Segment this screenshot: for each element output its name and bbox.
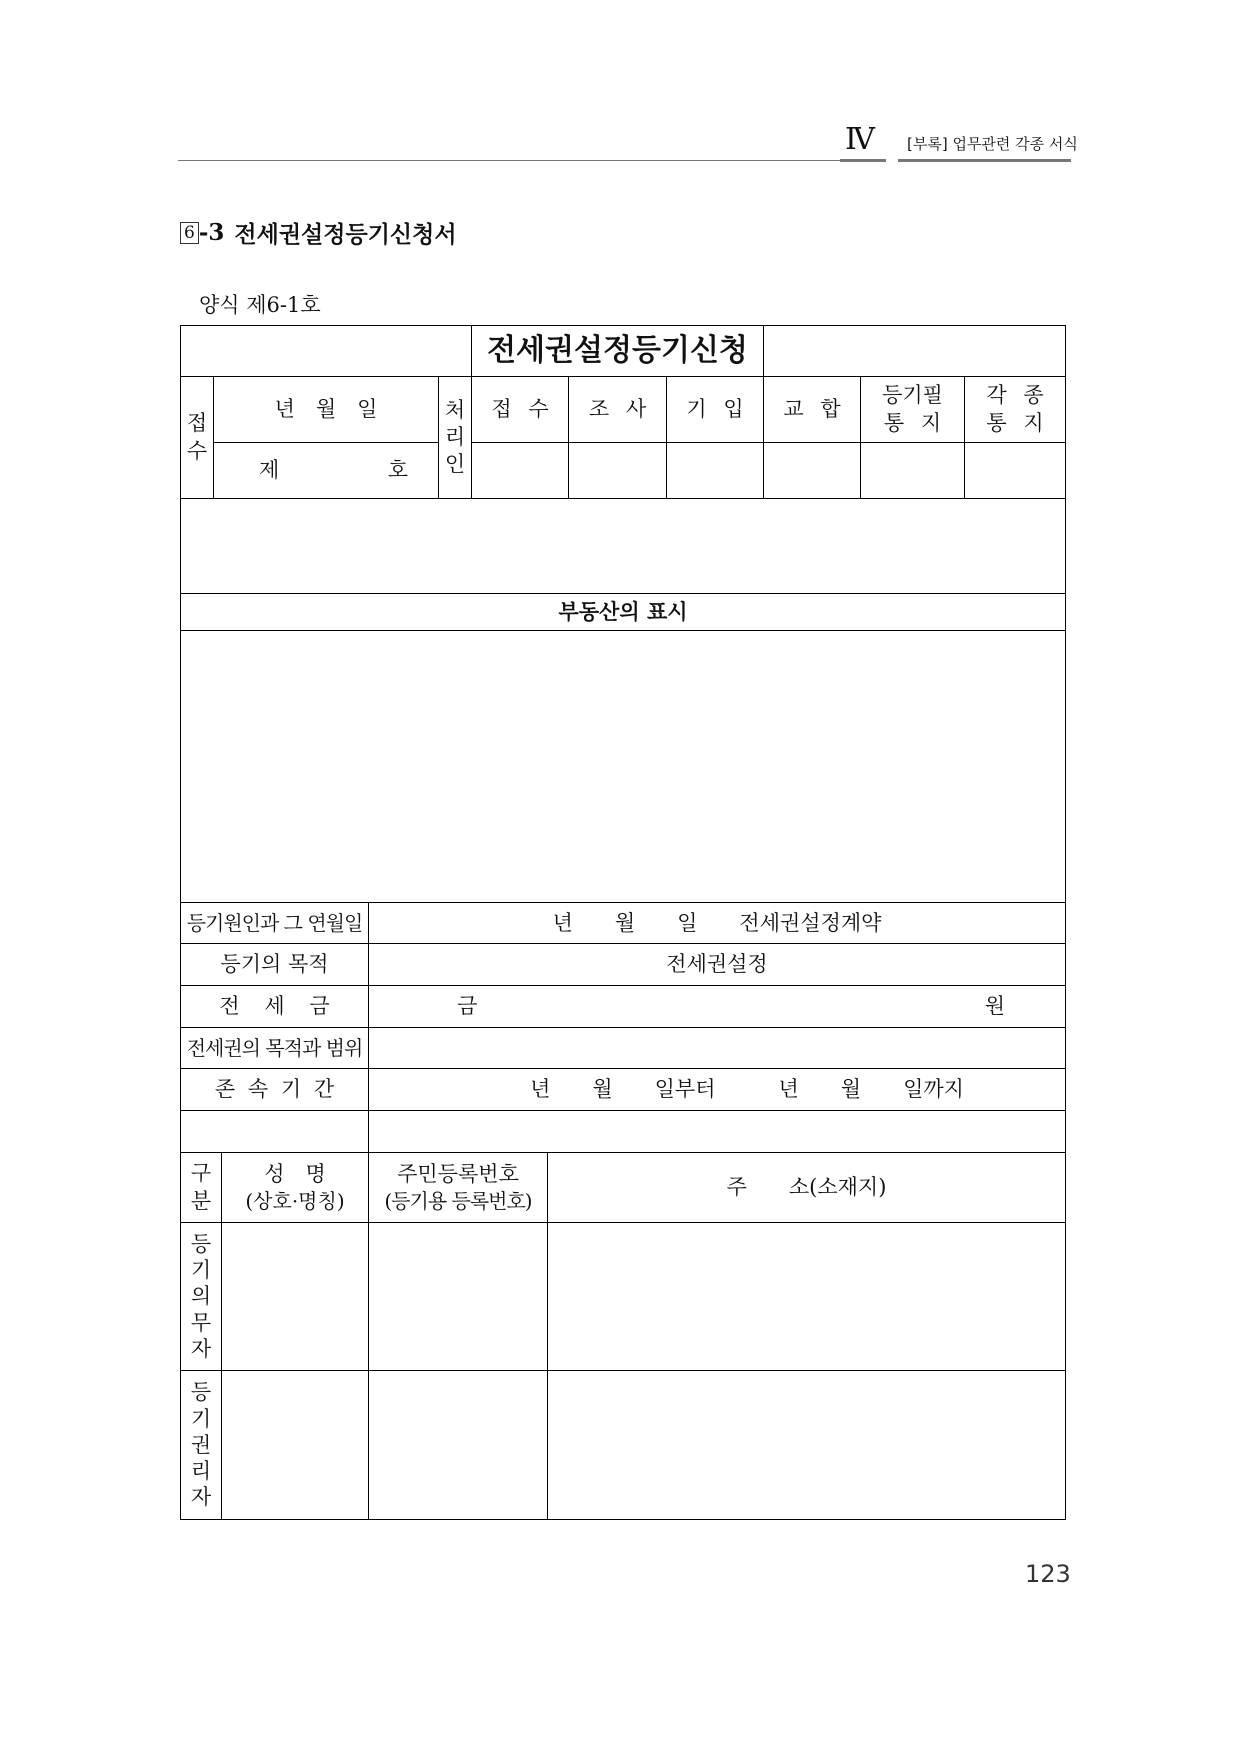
receipt-date[interactable]: 년 월 일 <box>213 376 439 443</box>
stamp-notice-completion[interactable] <box>860 442 965 499</box>
heading-suffix: -3 <box>198 219 225 246</box>
header-rule-accent <box>840 159 886 162</box>
row-label-scope: 전세권의 목적과 범위 <box>180 1027 369 1069</box>
label-char: 수 <box>186 438 208 463</box>
row-label-purpose: 등기의 목적 <box>180 943 369 986</box>
row-label-duration: 존 속 기 간 <box>180 1068 369 1111</box>
row-value-blank[interactable] <box>368 1110 1066 1153</box>
deposit-prefix: 금 <box>457 994 478 1019</box>
stamp-receipt[interactable] <box>471 442 569 499</box>
stamp-verify[interactable] <box>763 442 861 499</box>
heading <box>180 216 457 249</box>
obligee-id[interactable] <box>368 1370 548 1520</box>
row-value-purpose[interactable]: 전세권설정 <box>368 943 1066 986</box>
label-char: 등 <box>190 1380 212 1405</box>
obligee-label <box>180 1370 222 1520</box>
label-char: 리 <box>444 424 466 449</box>
label-char: 등 <box>190 1231 212 1256</box>
number-suffix: 호 <box>387 458 408 483</box>
row-value-cause[interactable]: 년 월 일 전세권설정계약 <box>368 902 1066 944</box>
parties-name-header <box>221 1152 369 1223</box>
label-char: 자 <box>190 1336 212 1361</box>
obligee-address[interactable] <box>547 1370 1066 1520</box>
header-rule-right <box>898 159 1071 162</box>
row-label-blank <box>180 1110 369 1153</box>
title-right-blank <box>763 325 1066 377</box>
receipt-label <box>180 376 214 499</box>
obligor-address[interactable] <box>547 1222 1066 1371</box>
heading-number: 6 <box>180 222 199 244</box>
property-description[interactable] <box>180 630 1066 903</box>
row-value-scope[interactable] <box>368 1027 1066 1069</box>
label-char: 접 <box>186 411 208 436</box>
label-char: 자 <box>190 1485 212 1510</box>
obligee-name[interactable] <box>221 1370 369 1520</box>
obligor-label <box>180 1222 222 1371</box>
parties-type-header <box>180 1152 222 1223</box>
notice-line: 통 지 <box>883 410 942 435</box>
stamp-entry[interactable] <box>666 442 764 499</box>
form-number: 양식 제6-1호 <box>199 293 321 317</box>
label-char: 권 <box>190 1432 212 1457</box>
row-value-duration[interactable]: 년 월 일부터 년 월 일까지 <box>368 1068 1066 1111</box>
label-char: 처 <box>444 397 466 422</box>
header-rule <box>178 160 886 161</box>
parties-address-header: 주 소(소재지) <box>547 1152 1066 1223</box>
title-left-blank <box>180 325 472 377</box>
form-title: 전세권설정등기신청 <box>471 325 764 377</box>
stamp-review[interactable] <box>568 442 667 499</box>
heading-title: 전세권설정등기신청서 <box>234 221 457 248</box>
notice-various <box>964 376 1066 443</box>
row-value-deposit[interactable] <box>368 985 1066 1028</box>
label-char: 리 <box>190 1459 212 1484</box>
header-line: (등기용 등록번호) <box>384 1189 532 1214</box>
property-label: 부동산의 표시 <box>180 593 1066 631</box>
header-line: 성 명 <box>264 1161 326 1186</box>
obligor-name[interactable] <box>221 1222 369 1371</box>
notice-completion <box>860 376 965 443</box>
stamp-notice-various[interactable] <box>964 442 1066 499</box>
header-char: 분 <box>190 1188 212 1213</box>
row-label-cause: 등기원인과 그 연월일 <box>180 902 369 944</box>
parties-id-header <box>368 1152 548 1223</box>
notice-line: 각 종 <box>986 383 1044 408</box>
handler-label <box>438 376 472 499</box>
page-number: 123 <box>1025 1560 1071 1588</box>
obligor-id[interactable] <box>368 1222 548 1371</box>
header-line: 주민등록번호 <box>397 1161 519 1186</box>
label-char: 기 <box>190 1258 212 1283</box>
label-char: 무 <box>190 1310 212 1335</box>
number-prefix: 제 <box>259 458 280 483</box>
step-receipt: 접 수 <box>471 376 569 443</box>
row-label-deposit: 전 세 금 <box>180 985 369 1028</box>
step-verify: 교 합 <box>763 376 861 443</box>
label-char: 기 <box>190 1406 212 1431</box>
notice-line: 통 지 <box>986 410 1044 435</box>
chapter-number: Ⅳ <box>845 122 875 157</box>
notice-line: 등기필 <box>882 383 943 408</box>
receipt-number[interactable] <box>213 442 439 499</box>
label-char: 의 <box>190 1284 212 1309</box>
blank-area[interactable] <box>180 498 1066 594</box>
step-entry: 기 입 <box>666 376 764 443</box>
label-char: 인 <box>444 452 466 477</box>
header-char: 구 <box>190 1161 212 1186</box>
step-review: 조 사 <box>568 376 667 443</box>
section-title: [부록] 업무관련 각종 서식 <box>907 135 1078 153</box>
header-line: (상호·명칭) <box>245 1189 345 1214</box>
deposit-unit: 원 <box>984 994 1005 1019</box>
